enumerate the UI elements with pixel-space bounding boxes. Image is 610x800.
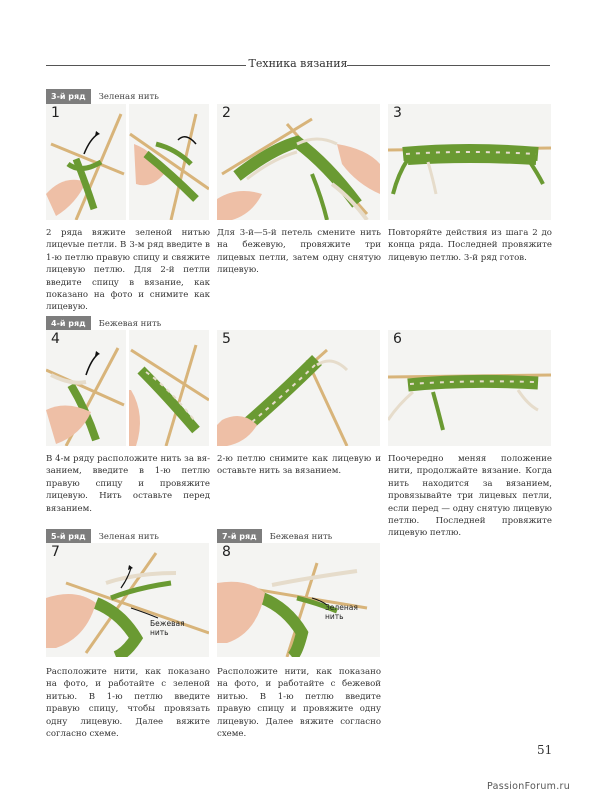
step-2-photo: [217, 104, 380, 220]
step-number: 7: [51, 544, 60, 560]
step-number: 3: [393, 105, 402, 121]
step-1-caption: 2 ряда вяжите зеленой нитью лицеvые петли. В 3-м ряд введите в 1-ю петлю правую спицу и свяжите лицевую петлю. Для 2-й петли введите спицу в вязание, как показано на фото и снимите как лицевую.: [46, 228, 210, 313]
row-tag-label: 4-й ряд: [46, 316, 91, 331]
row-4-tag: [46, 316, 161, 331]
step-5-caption: 2-ю петлю снимите как лицевую и оставьте нить за вязанием.: [217, 454, 381, 477]
step-6-photo: [388, 330, 551, 446]
step-number: 5: [222, 331, 231, 347]
step-7-caption: Расположите нити, как показано на фото, и работайте с зеленой нитью. В 1-ю петлю введите правую спицу, чтобы провязать одну лицевую. Далее вяжите согласно схеме.: [46, 667, 210, 740]
step-number: 2: [222, 105, 231, 121]
step-5-photo: [217, 330, 380, 446]
step-number: 6: [393, 331, 402, 347]
step-4-photo: [46, 330, 209, 446]
row-5-tag: [46, 529, 159, 544]
step-3-caption: Повторяйте действия из шага 2 до конца ряда. Последней провяжите лицевую петлю. 3-й ряд готов.: [388, 228, 552, 263]
step-4-caption: В 4-м ряду расположите нить за вязанием, введите в 1-ю петлю правую спицу и провяжите лицевую. Нить оставьте перед вязанием.: [46, 454, 210, 514]
step-6-caption: Поочередно меняя положение нити, продолжайте вязание. Когда нить находится за вязанием, провязывайте три лицевых петли, если перед — одну снятую лицевую петлю. Последней провяжите лицевую петлю.: [388, 454, 552, 539]
row-tag-label: 5-й ряд: [46, 529, 91, 544]
page-header-title: Техника вязания: [248, 57, 348, 70]
row-tag-subtitle: Бежевая нить: [269, 531, 333, 542]
row-7-tag: [217, 529, 332, 544]
step-number: 8: [222, 544, 231, 560]
step-8-photo: [217, 543, 380, 657]
photo-label-green-yarn: Зеленая нить: [325, 603, 358, 621]
step-2-caption: Для 3-й—5-й петель смените нить на бежевую, провяжите три лицевых петли, затем одну снятую лицевую.: [217, 228, 381, 276]
step-1-photo: [46, 104, 209, 220]
page-number: 51: [537, 743, 553, 757]
step-number: 4: [51, 331, 60, 347]
row-tag-subtitle: Бежевая нить: [98, 318, 162, 329]
row-tag-label: 7-й ряд: [217, 529, 262, 544]
step-7-photo: [46, 543, 209, 657]
step-3-photo: [388, 104, 551, 220]
header-rule-right: [347, 65, 550, 66]
row-tag-label: 3-й ряд: [46, 89, 91, 104]
row-3-tag: [46, 89, 159, 104]
row-tag-subtitle: Зеленая нить: [98, 91, 159, 102]
step-8-caption: Расположите нити, как показано на фото, и работайте с бежевой нитью. В 1-ю петлю введите правую спицу и провяжите одну лицевую. Далее вяжите согласно схеме.: [217, 667, 381, 740]
site-watermark: PassionForum.ru: [487, 781, 571, 792]
photo-label-beige-yarn: Бежевая нить: [150, 619, 185, 637]
row-tag-subtitle: Зеленая нить: [98, 531, 159, 542]
step-number: 1: [51, 105, 60, 121]
